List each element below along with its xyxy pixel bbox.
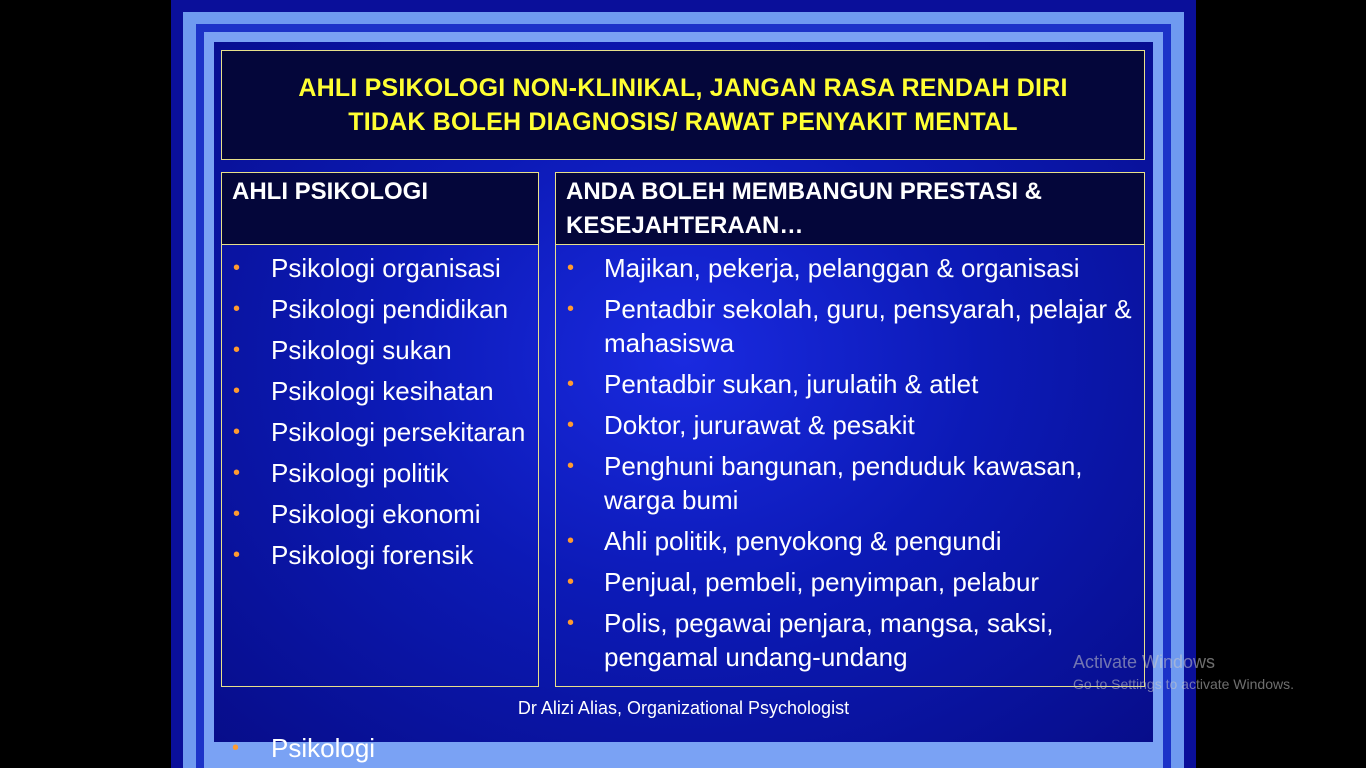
bullet-icon: • <box>233 421 241 443</box>
bullet-icon: • <box>233 257 241 279</box>
list-item-text: Psikologi sukan <box>271 335 452 365</box>
watermark-title: Activate Windows <box>1073 652 1216 672</box>
list-item <box>222 251 538 285</box>
title-line-2: TIDAK BOLEH DIAGNOSIS/ RAWAT PENYAKIT MENTAL <box>348 108 1018 136</box>
right-bullet-list <box>556 245 1144 674</box>
list-item <box>222 292 538 326</box>
bullet-icon: • <box>567 530 575 552</box>
bullet-icon: • <box>233 462 241 484</box>
list-item-text: Psikologi organisasi <box>271 253 501 283</box>
list-item-text: Pentadbir sekolah, guru, pensyarah, pelajar & mahasiswa <box>604 294 1132 358</box>
list-item <box>556 367 1144 401</box>
list-item <box>222 415 538 449</box>
list-item-text: Psikologi kesihatan <box>271 376 494 406</box>
right-column-heading: ANDA BOLEH MEMBANGUN PRESTASI & KESEJAHTERAAN… <box>555 172 1145 245</box>
bullet-icon: • <box>233 544 241 566</box>
left-column-heading: AHLI PSIKOLOGI <box>221 172 539 245</box>
bullet-icon: • <box>232 737 240 759</box>
bullet-icon: • <box>233 298 241 320</box>
list-item-text: Psikologi politik <box>271 458 449 488</box>
bullet-icon: • <box>567 455 575 477</box>
list-item <box>556 449 1144 517</box>
overflow-list-item <box>232 731 375 765</box>
list-item-text: Penjual, pembeli, penyimpan, pelabur <box>604 567 1040 597</box>
list-item <box>556 565 1144 599</box>
list-item-text: Penghuni bangunan, penduduk kawasan, warga bumi <box>604 451 1083 515</box>
list-item <box>222 374 538 408</box>
bullet-icon: • <box>567 414 575 436</box>
list-item <box>556 292 1144 360</box>
list-item-text: Psikologi forensik <box>271 540 474 570</box>
watermark-subtitle: Go to Settings to activate Windows. <box>1073 676 1294 692</box>
list-item-text: Ahli politik, penyokong & pengundi <box>604 526 1002 556</box>
slide-footer: Dr Alizi Alias, Organizational Psychologist <box>517 698 850 718</box>
list-item-text: Doktor, jururawat & pesakit <box>604 410 915 440</box>
list-item-text: Majikan, pekerja, pelanggan & organisasi <box>604 253 1080 283</box>
bullet-icon: • <box>233 380 241 402</box>
list-item <box>222 497 538 531</box>
list-item <box>556 251 1144 285</box>
bullet-icon: • <box>233 339 241 361</box>
bullet-icon: • <box>567 298 575 320</box>
list-item-text: Polis, pegawai penjara, mangsa, saksi, pengamal undang-undang <box>604 608 1054 672</box>
list-item <box>556 524 1144 558</box>
list-item <box>556 408 1144 442</box>
bullet-icon: • <box>567 571 575 593</box>
list-item <box>222 538 538 572</box>
list-item <box>556 606 1144 674</box>
right-column-body <box>555 244 1145 687</box>
left-column-body <box>221 244 539 687</box>
list-item-text: Psikologi persekitaran <box>271 417 526 447</box>
overflow-item-text: Psikologi <box>271 733 376 763</box>
left-bullet-list <box>222 245 538 572</box>
title-line-1: AHLI PSIKOLOGI NON-KLINIKAL, JANGAN RASA RENDAH DIRI <box>298 74 1068 102</box>
list-item-text: Psikologi ekonomi <box>271 499 481 529</box>
list-item-text: Pentadbir sukan, jurulatih & atlet <box>604 369 979 399</box>
list-item <box>222 333 538 367</box>
bullet-icon: • <box>233 503 241 525</box>
list-item-text: Psikologi pendidikan <box>271 294 509 324</box>
bullet-icon: • <box>567 257 575 279</box>
bullet-icon: • <box>567 612 575 634</box>
title-box <box>221 50 1145 160</box>
list-item <box>222 456 538 490</box>
activate-windows-watermark <box>1073 650 1294 694</box>
bullet-icon: • <box>567 373 575 395</box>
